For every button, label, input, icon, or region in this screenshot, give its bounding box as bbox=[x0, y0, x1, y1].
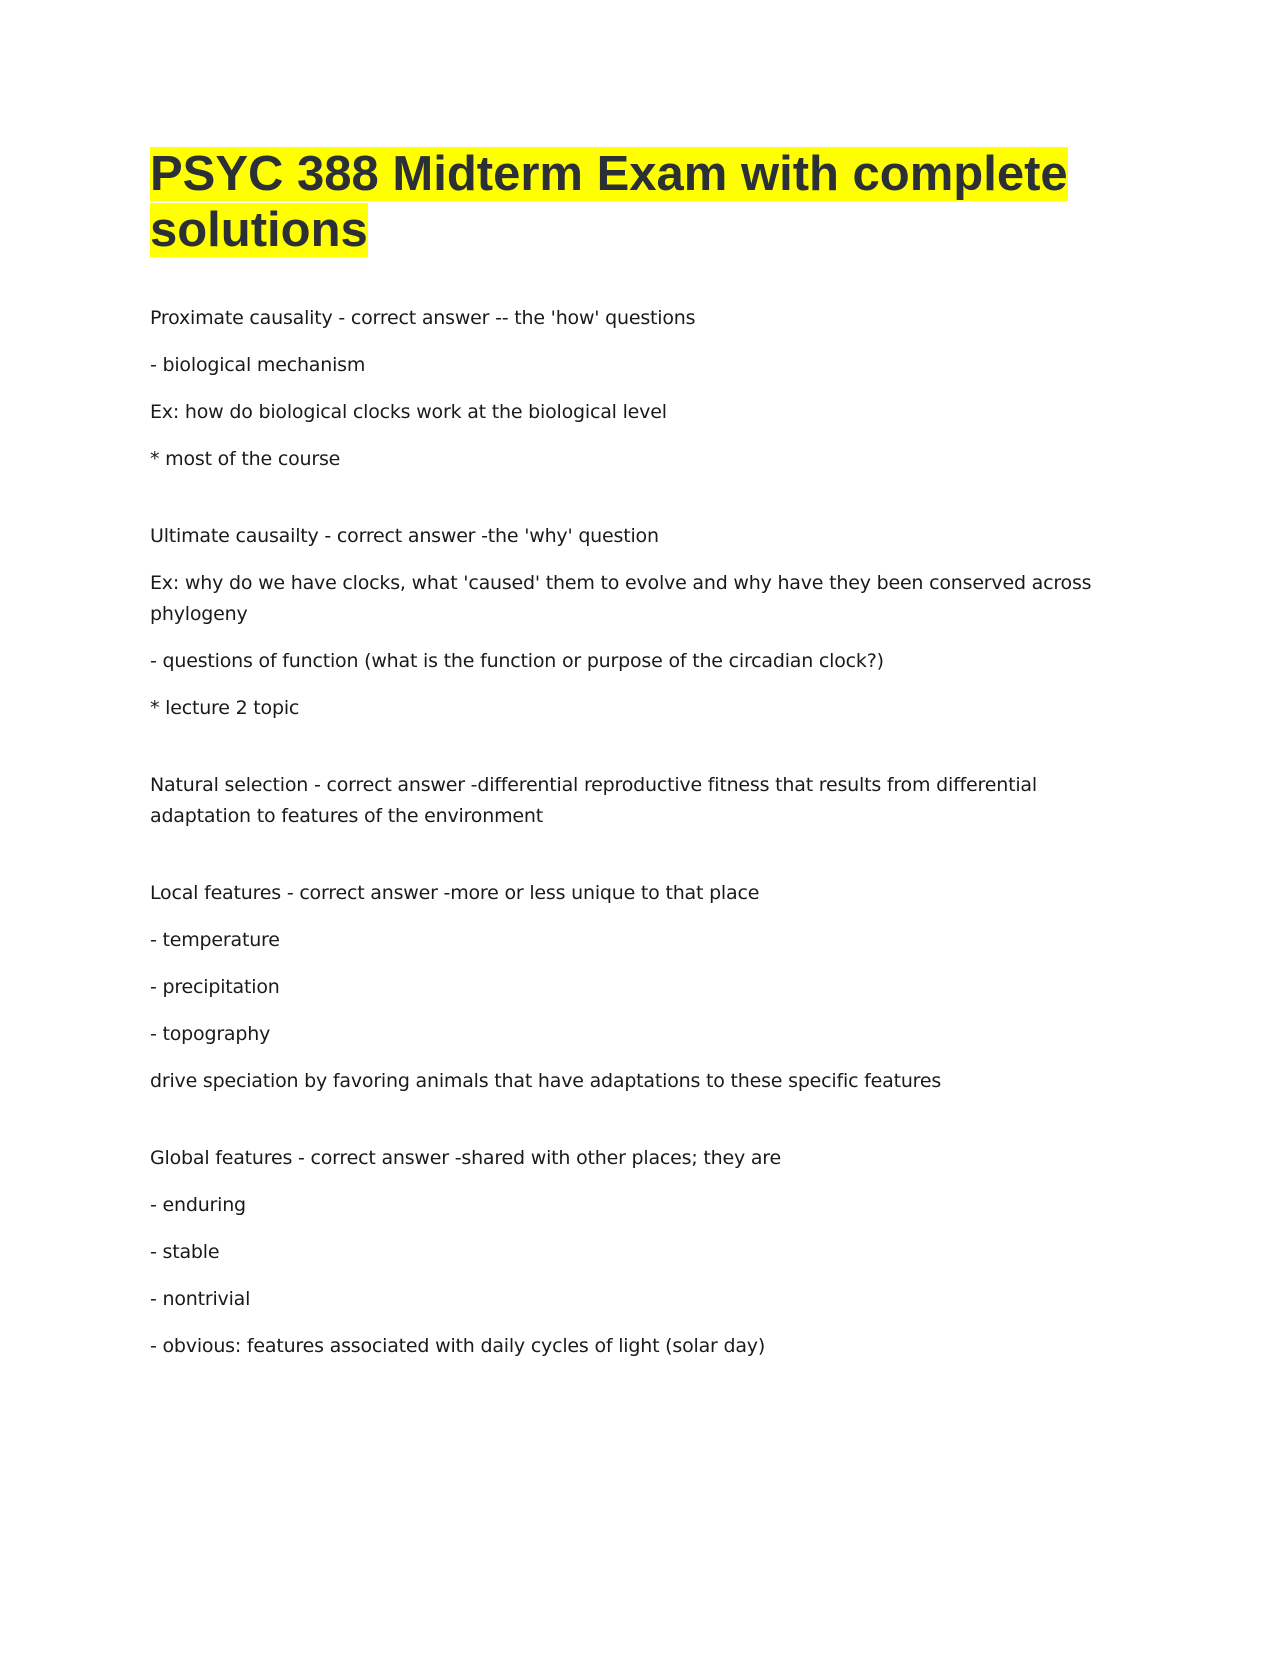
section-ultimate-causality bbox=[150, 521, 1110, 724]
paragraph: Ex: how do biological clocks work at the biological level bbox=[150, 401, 667, 423]
section-global-features bbox=[150, 1143, 1110, 1362]
paragraph: Ex: why do we have clocks, what 'caused' them to evolve and why have they been conserved across phylogeny bbox=[150, 572, 1098, 625]
paragraph: - temperature bbox=[150, 929, 280, 951]
section-natural-selection bbox=[150, 770, 1110, 832]
title-highlight: PSYC 388 Midterm Exam with complete solutions bbox=[150, 147, 1068, 257]
section-local-features bbox=[150, 878, 1110, 1097]
paragraph: - obvious: features associated with daily cycles of light (solar day) bbox=[150, 1335, 766, 1357]
paragraph: - biological mechanism bbox=[150, 354, 366, 376]
paragraph: - stable bbox=[150, 1241, 220, 1263]
section-proximate-causality bbox=[150, 303, 1110, 475]
paragraph: - questions of function (what is the function or purpose of the circadian clock?) bbox=[150, 650, 884, 672]
paragraph: Local features - correct answer -more or less unique to that place bbox=[150, 882, 760, 904]
document-title bbox=[150, 146, 1110, 258]
paragraph: * lecture 2 topic bbox=[150, 697, 300, 719]
paragraph: Natural selection - correct answer -differential reproductive fitness that results from differential adaptation to features of the environment bbox=[150, 774, 1043, 827]
paragraph: drive speciation by favoring animals that have adaptations to these specific features bbox=[150, 1070, 942, 1092]
paragraph: Global features - correct answer -shared with other places; they are bbox=[150, 1147, 781, 1169]
paragraph: - precipitation bbox=[150, 976, 280, 998]
paragraph: Ultimate causailty - correct answer -the 'why' question bbox=[150, 525, 659, 547]
paragraph: - enduring bbox=[150, 1194, 246, 1216]
paragraph: Proximate causality - correct answer -- the 'how' questions bbox=[150, 307, 696, 329]
document-page bbox=[150, 146, 1110, 1378]
paragraph: * most of the course bbox=[150, 448, 341, 470]
document-body bbox=[150, 303, 1110, 1362]
paragraph: - topography bbox=[150, 1023, 271, 1045]
paragraph: - nontrivial bbox=[150, 1288, 251, 1310]
